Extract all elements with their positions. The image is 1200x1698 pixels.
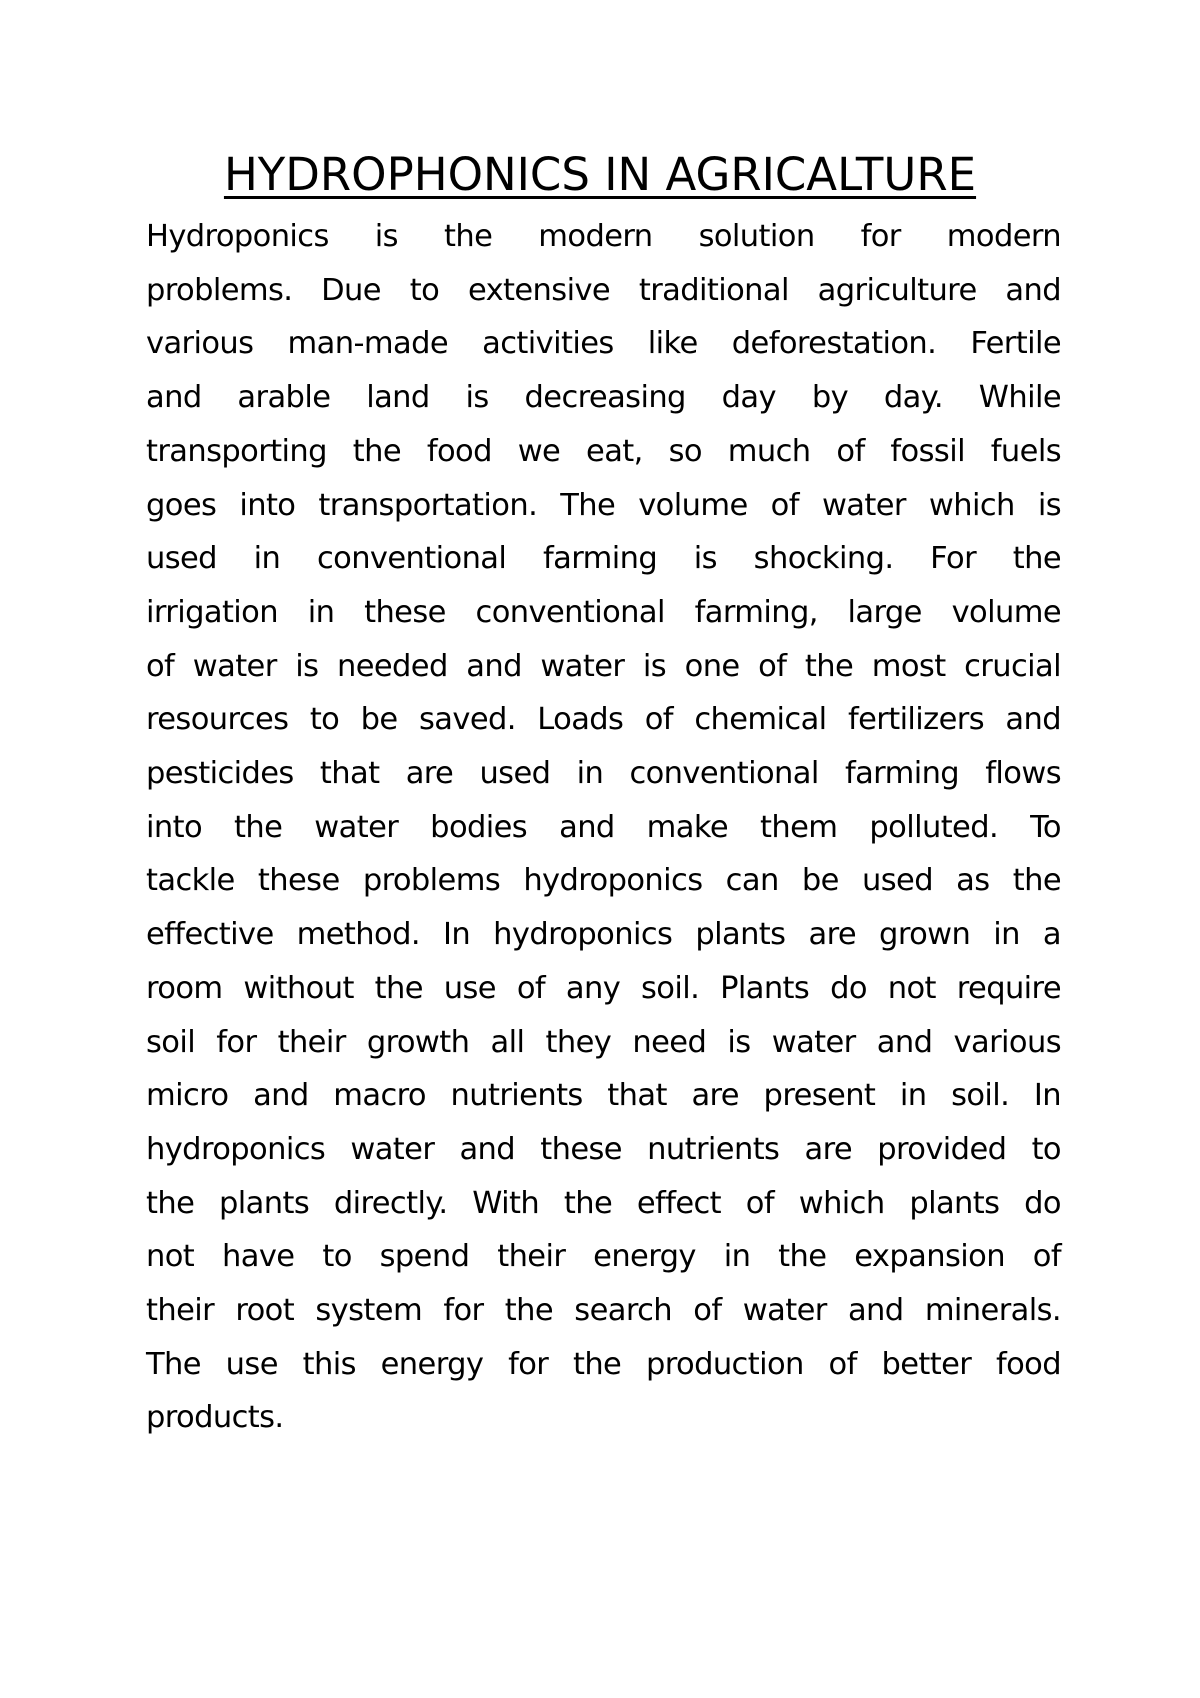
body-line: The use this energy for the production of better food — [146, 1346, 1061, 1382]
document-title — [100, 145, 1100, 205]
body-line: resources to be saved. Loads of chemical fertilizers and — [146, 702, 1061, 738]
body-line: of water is needed and water is one of the most crucial — [146, 648, 1061, 684]
body-line: hydroponics water and these nutrients are provided to — [146, 1131, 1061, 1167]
document-title-text: HYDROPHONICS IN AGRICALTURE — [223, 148, 977, 201]
body-line: products. — [146, 1400, 284, 1436]
body-line: not have to spend their energy in the expansion of — [146, 1239, 1061, 1275]
body-line: their root system for the search of water and minerals. — [146, 1293, 1061, 1329]
body-line: soil for their growth all they need is water and various — [146, 1024, 1061, 1060]
body-line: pesticides that are used in conventional farming flows — [146, 756, 1061, 792]
body-line: room without the use of any soil. Plants do not require — [146, 970, 1061, 1006]
body-line: Hydroponics is the modern solution for modern — [146, 219, 1061, 254]
body-line: and arable land is decreasing day by day. While — [146, 380, 1061, 416]
body-line: various man-made activities like deforestation. Fertile — [146, 326, 1061, 362]
body-line: irrigation in these conventional farming, large volume — [146, 594, 1061, 630]
body-line: tackle these problems hydroponics can be used as the — [146, 863, 1061, 899]
body-line: the plants directly. With the effect of which plants do — [146, 1185, 1061, 1221]
document-body — [146, 210, 1061, 1445]
body-line: transporting the food we eat, so much of fossil fuels — [146, 433, 1061, 469]
body-line: effective method. In hydroponics plants are grown in a — [146, 917, 1061, 953]
body-line: goes into transportation. The volume of water which is — [146, 487, 1061, 523]
body-line: problems. Due to extensive traditional agriculture and — [146, 272, 1061, 308]
body-line: into the water bodies and make them polluted. To — [146, 809, 1061, 845]
body-line: micro and macro nutrients that are present in soil. In — [146, 1078, 1061, 1114]
body-line: used in conventional farming is shocking. For the — [146, 541, 1061, 577]
